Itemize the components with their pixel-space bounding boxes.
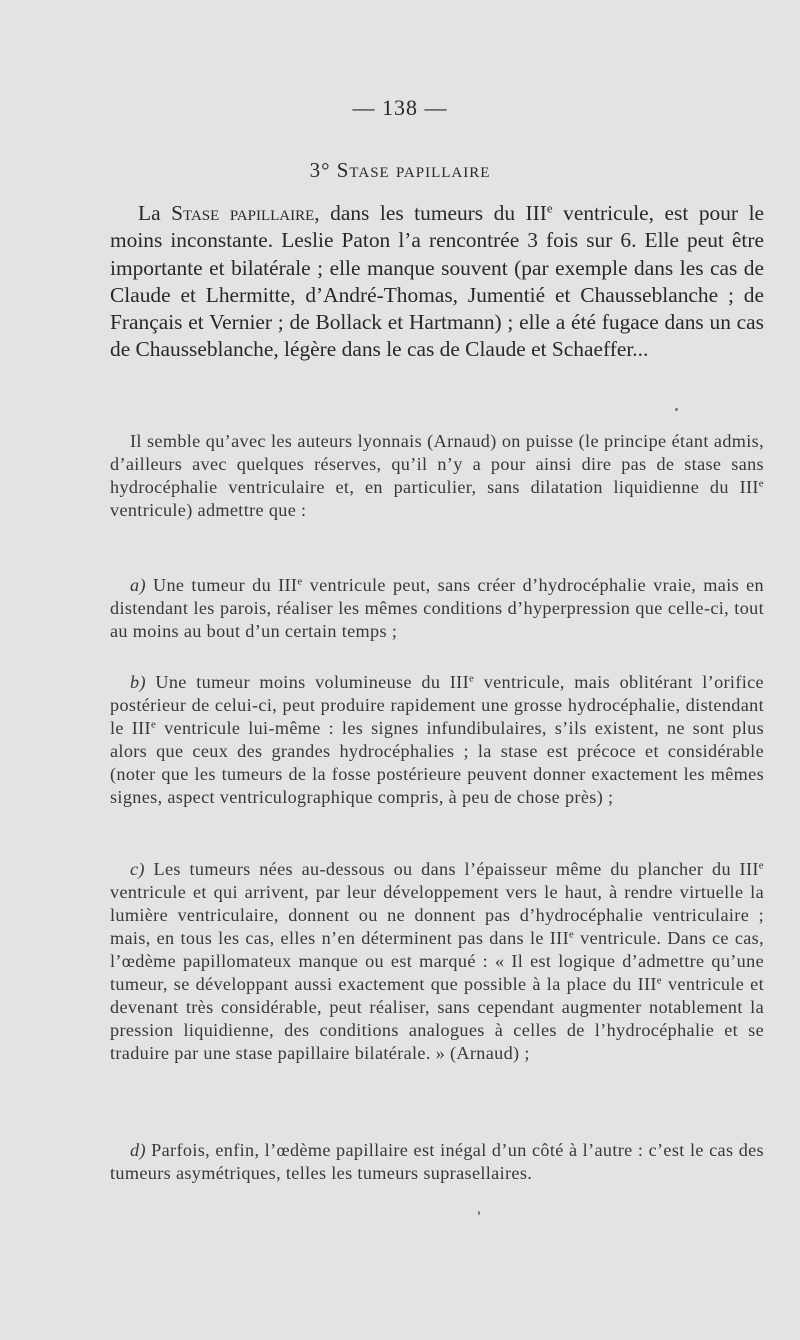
list-marker: c) [130,859,145,879]
list-item-d [110,1139,764,1185]
list-item-b [110,671,764,809]
list-item-a [110,574,764,643]
list-item-text: Parfois, enfin, l’œdème papillaire est inégal d’un côté à l’autre : c’est le cas des tumeurs asymétriques, telles les tumeurs suprasellaires. [110,1140,764,1183]
list-item-text: Une tumeur du IIIe ventricule peut, sans créer d’hydrocéphalie vraie, mais en distendant les parois, réaliser les mêmes conditions d’hyperpression que celle-ci, tout au moins au bout d’un certain temps ; [110,575,764,641]
body-paragraph: Il semble qu’avec les auteurs lyonnais (Arnaud) on puisse (le principe étant admis, d’ailleurs avec quelques réserves, qu’il n’y a pour ainsi dire pas de stase sans hydrocéphalie ventriculaire et, en particulier, sans dilatation liquidienne du IIIe ventricule) admettre que : [110,431,764,520]
lead-paragraph: La Stase papillaire, dans les tumeurs du IIIe ventricule, est pour le moins inconstante. Leslie Paton l’a rencontrée 3 fois sur 6. Elle peut être importante et bilatérale ; elle manque souvent (par exemple dans les cas de Claude et Lhermitte, d’André-Thomas, Jumentié et Chausseblanche ; de Français et Vernier ; de Bollack et Hartmann) ; elle a été fugace dans un cas de Chausseblanche, légère dans le cas de Claude et Schaeffer... [110,201,765,362]
list-marker: b) [130,672,146,692]
section-title: 3° Stase papillaire [309,158,491,182]
list-item-text: Les tumeurs nées au-dessous ou dans l’épaisseur même du plancher du IIIe ventricule et qui arrivent, par leur développement vers le haut, à rendre virtuelle la lumière ventriculaire, donnent ou ne donnent pas d’hydrocéphalie ventriculaire ; mais, en tous les cas, elles n’en déterminent pas dans le IIIe ventricule. Dans ce cas, l’œdème papillomateux manque ou est marqué : « Il est logique d’admettre qu’une tumeur, se développant aussi exactement que possible à la place du IIIe ventricule et devenant très considérable, peut réaliser, sans cependant augmenter notablement la pression liquidienne, des conditions analogues à celles de l’hydrocéphalie et se traduire par une stase papillaire bilatérale. » (Arnaud) ; [110,859,765,1063]
list-marker: d) [130,1140,146,1160]
ink-speck [675,408,678,411]
list-item-c [110,858,764,1065]
page-number: — 138 — [352,95,448,120]
list-item-text: Une tumeur moins volumineuse du IIIe ventricule, mais oblitérant l’orifice postérieur de celui-ci, peut produire rapidement une grosse hydrocéphalie, distendant le IIIe ventricule lui-même : les signes infundibulaires, s’ils existent, ne sont plus alors que ceux des grandes hydrocéphalies ; la stase est précoce et considérable (noter que les tumeurs de la fosse postérieure peuvent donner exactement les mêmes signes, aspect ventriculographique compris, à peu de chose près) ; [110,672,764,807]
list-marker: a) [130,575,146,595]
ink-speck [478,1211,480,1215]
